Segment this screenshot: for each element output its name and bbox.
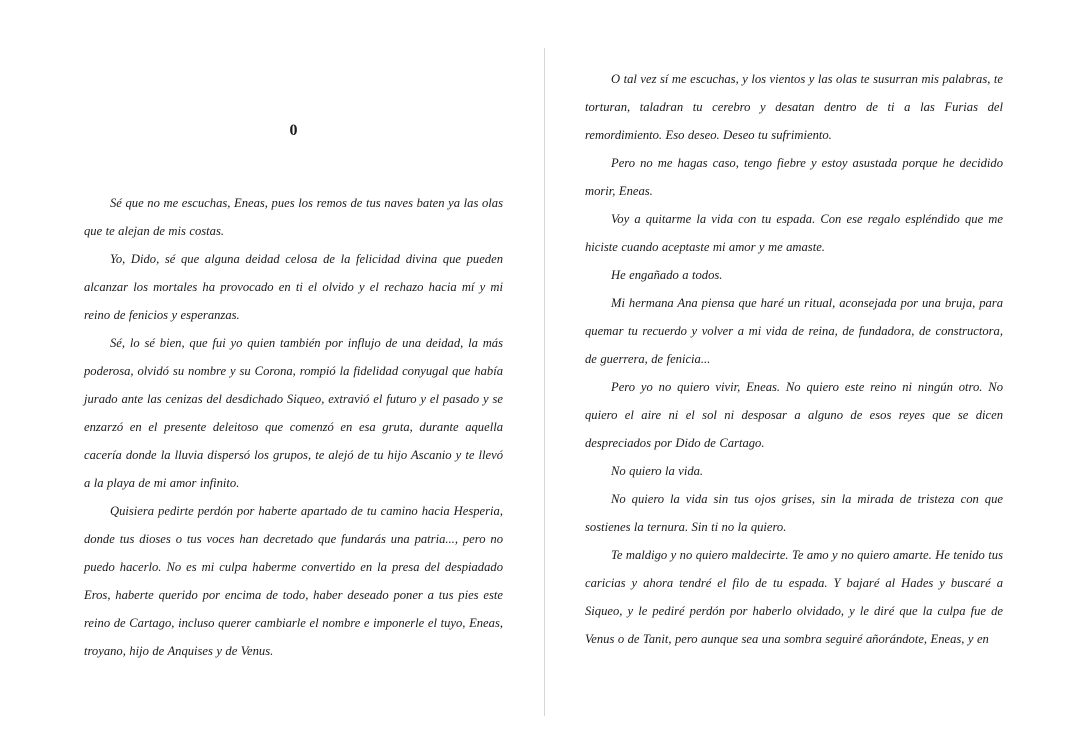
paragraph: Mi hermana Ana piensa que haré un ritual, aconsejada por una bruja, para quemar tu recuerdo y volver a mi vida de reina, de fundadora, de constructora, de guerrera, de fenicia... <box>585 296 1003 366</box>
left-page <box>84 0 503 731</box>
paragraph: No quiero la vida sin tus ojos grises, sin la mirada de tristeza con que sostienes la ternura. Sin ti no la quiero. <box>585 492 1003 534</box>
paragraph: He engañado a todos. <box>611 268 723 282</box>
paragraph: Sé que no me escuchas, Eneas, pues los remos de tus naves baten ya las olas que te alejan de mis costas. <box>84 196 503 238</box>
paragraph: Quisiera pedirte perdón por haberte apartado de tu camino hacia Hesperia, donde tus dioses o tus voces han decretado que fundarás una patria..., pero no puedo hacerlo. No es mi culpa haberme convertido en la presa del despiadado Eros, haberte querido por encima de todo, haber deseado poner a tus pies este reino de Cartago, incluso querer cambiarle el nombre e imponerle el tuyo, Eneas, troyano, hijo de Anquises y de Venus. <box>84 504 503 658</box>
paragraph: O tal vez sí me escuchas, y los vientos y las olas te susurran mis palabras, te torturan, taladran tu cerebro y desatan dentro de ti a las Furias del remordimiento. Eso deseo. Deseo tu sufrimiento. <box>585 72 1003 142</box>
page-divider <box>544 48 545 716</box>
paragraph: Voy a quitarme la vida con tu espada. Con ese regalo espléndido que me hiciste cuando aceptaste mi amor y me amaste. <box>585 212 1003 254</box>
paragraph: Sé, lo sé bien, que fui yo quien también por influjo de una deidad, la más poderosa, olvidó su nombre y su Corona, rompió la fidelidad conyugal que había jurado ante las cenizas del desdichado Siqueo, extravió el futuro y el pasado y se enzarzó en el presente deleitoso que comenzó en esa gruta, durante aquella cacería donde la lluvia dispersó los grupos, te alejó de tu hijo Ascanio y te llevó a la playa de mi amor infinito. <box>84 336 503 490</box>
paragraph: Te maldigo y no quiero maldecirte. Te amo y no quiero amarte. He tenido tus caricias y ahora tendré el filo de tu espada. Y bajaré al Hades y buscaré a Siqueo, y le pediré perdón por haberlo olvidado, y le diré que la culpa fue de Venus o de Tanit, pero aunque sea una sombra seguiré añorándote, Eneas, y en <box>585 548 1004 646</box>
paragraph: Yo, Dido, sé que alguna deidad celosa de la felicidad divina que pueden alcanzar los mortales ha provocado en ti el olvido y el rechazo hacia mí y mi reino de fenicios y esperanzas. <box>84 252 503 322</box>
paragraph: Pero no me hagas caso, tengo fiebre y estoy asustada porque he decidido morir, Eneas. <box>585 156 1003 198</box>
left-page-text <box>84 189 503 665</box>
paragraph: No quiero la vida. <box>611 464 704 478</box>
right-page-text <box>585 65 1003 653</box>
right-page <box>585 0 1003 731</box>
chapter-number: 0 <box>289 122 298 139</box>
paragraph: Pero yo no quiero vivir, Eneas. No quiero este reino ni ningún otro. No quiero el aire ni el sol ni desposar a alguno de esos reyes que se dicen despreciados por Dido de Cartago. <box>585 380 1003 450</box>
